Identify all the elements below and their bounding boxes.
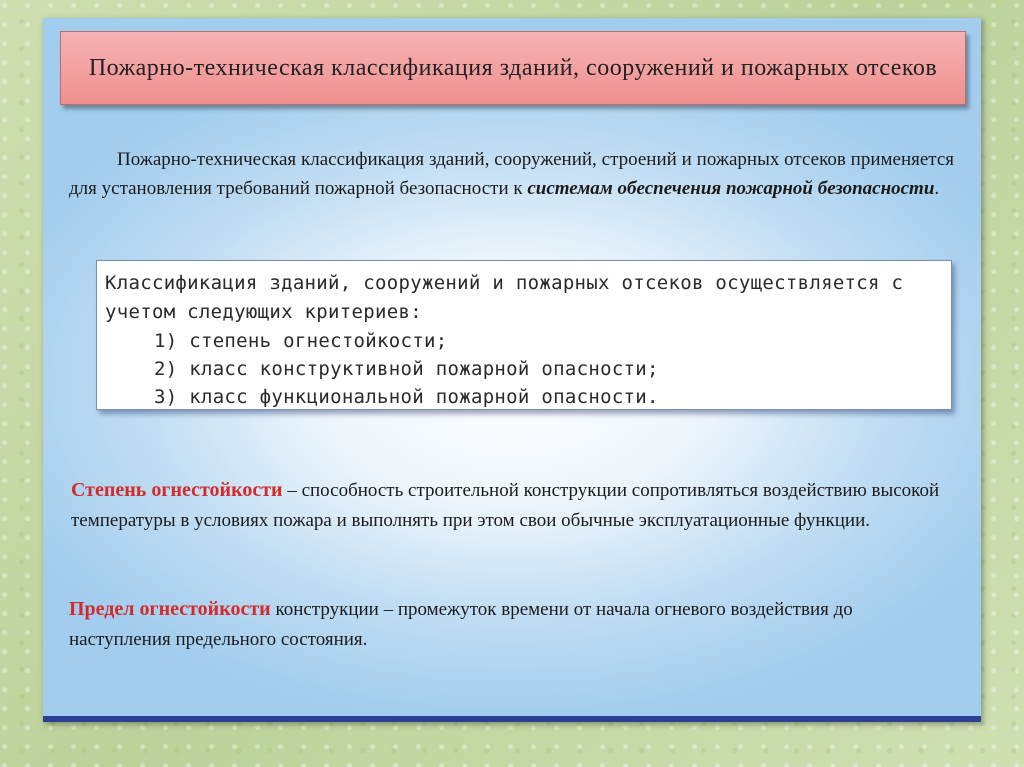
definition-fire-resistance-degree xyxy=(71,475,951,536)
criteria-item: 1) степень огнестойкости; xyxy=(154,330,448,352)
definition-text: конструкции – промежуток времени от начала огневого воздействия до наступления предельного состояния. xyxy=(69,599,853,650)
bottom-rule xyxy=(43,716,981,722)
definition-text: – способность строительной конструкции сопротивляться воздействию высокой температуры в условиях пожара и выполнять при этом свои обычные эксплуатационные функции. xyxy=(71,480,940,531)
criteria-intro: Классификация зданий, сооружений и пожарных отсеков осуществляется с учетом следующих критериев: xyxy=(105,272,904,323)
criteria-list xyxy=(154,327,659,411)
intro-text: Пожарно-техническая классификация зданий, сооружений, строений и пожарных отсеков применяется для установления требований пожарной безопасности к xyxy=(69,149,954,199)
criteria-item: 2) класс конструктивной пожарной опасности; xyxy=(154,358,659,380)
definition-term: Предел огнестойкости xyxy=(69,598,271,620)
slide xyxy=(43,18,981,722)
definition-fire-resistance-limit xyxy=(69,594,949,655)
intro-emphasis: системам обеспечения пожарной безопасности xyxy=(527,178,935,199)
title-banner xyxy=(60,31,966,105)
slide-title: Пожарно-техническая классификация зданий, сооружений и пожарных отсеков xyxy=(88,54,938,81)
definition-term: Степень огнестойкости xyxy=(71,479,283,501)
intro-end: . xyxy=(934,178,940,199)
criteria-item: 3) класс функциональной пожарной опасности. xyxy=(154,386,659,408)
criteria-box xyxy=(96,260,952,410)
intro-paragraph xyxy=(69,145,954,203)
